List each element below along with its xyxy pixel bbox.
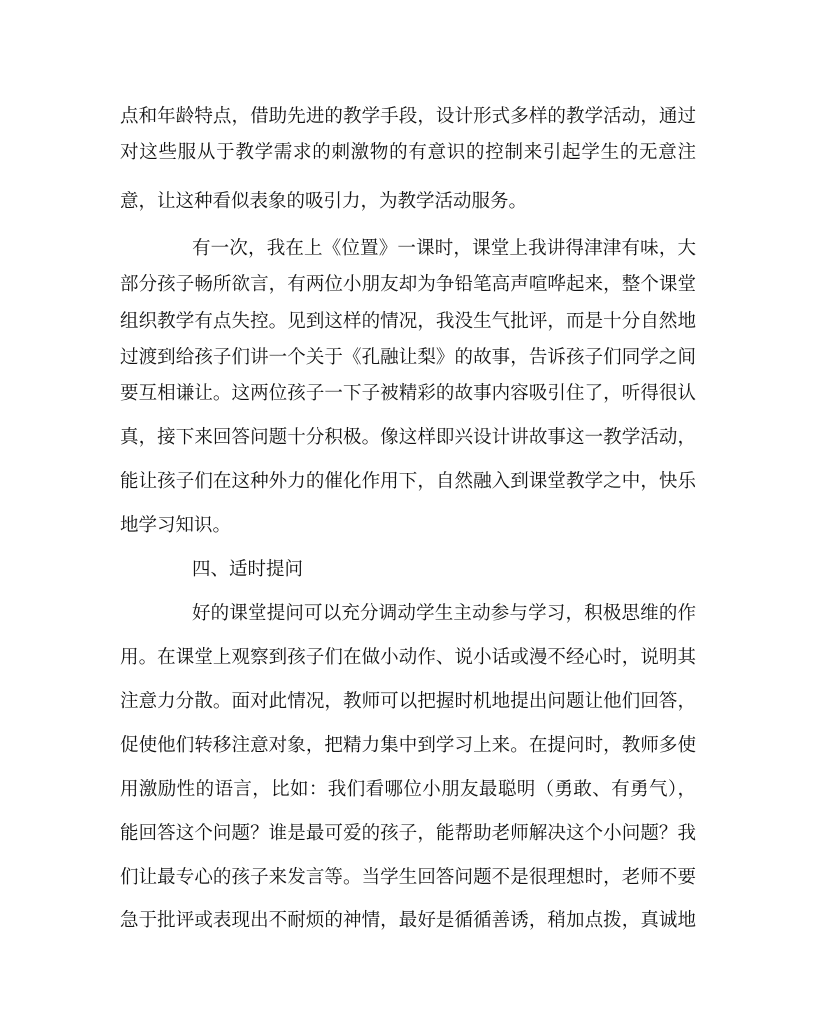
text-line: 能回答这个问题？谁是最可爱的孩子，能帮助老师解决这个小问题？我 bbox=[120, 823, 696, 844]
text-line: 意，让这种看似表象的吸引力，为教学活动服务。 bbox=[120, 191, 528, 212]
text-line: 过渡到给孩子们讲一个关于《孔融让梨》的故事，告诉孩子们同学之间 bbox=[120, 347, 696, 368]
text-line: 地学习知识。 bbox=[120, 515, 232, 536]
text-line: 用。在课堂上观察到孩子们在做小动作、说小话或漫不经心时，说明其 bbox=[120, 647, 696, 668]
text-line: 促使他们转移注意对象，把精力集中到学习上来。在提问时，教师多使 bbox=[120, 735, 696, 756]
text-line: 部分孩子畅所欲言，有两位小朋友却为争铅笔高声喧哗起来，整个课堂 bbox=[120, 274, 696, 295]
paragraph-first-line: 好的课堂提问可以充分调动学生主动参与学习，积极思维的作 bbox=[192, 603, 696, 624]
paragraph-first-line: 有一次，我在上《位置》一课时，课堂上我讲得津津有味，大 bbox=[192, 238, 696, 259]
text-line: 组织教学有点失控。见到这样的情况，我没生气批评，而是十分自然地 bbox=[120, 311, 696, 332]
text-line: 真，接下来回答问题十分积极。像这样即兴设计讲故事这一教学活动， bbox=[120, 427, 696, 448]
text-line: 们让最专心的孩子来发言等。当学生回答问题不是很理想时，老师不要 bbox=[120, 867, 696, 888]
text-line: 对这些服从于教学需求的刺激物的有意识的控制来引起学生的无意注 bbox=[120, 142, 696, 163]
text-line: 能让孩子们在这种外力的催化作用下，自然融入到课堂教学之中，快乐 bbox=[120, 471, 696, 492]
section-heading: 四、适时提问 bbox=[192, 559, 304, 580]
text-line: 要互相谦让。这两位孩子一下子被精彩的故事内容吸引住了，听得很认 bbox=[120, 383, 696, 404]
text-line: 点和年龄特点，借助先进的教学手段，设计形式多样的教学活动，通过 bbox=[120, 106, 696, 127]
text-line: 用激励性的语言，比如：我们看哪位小朋友最聪明（勇敢、有勇气）， bbox=[120, 779, 696, 800]
text-line: 急于批评或表现出不耐烦的神情，最好是循循善诱，稍加点拨，真诚地 bbox=[120, 910, 696, 931]
text-line: 注意力分散。面对此情况，教师可以把握时机地提出问题让他们回答， bbox=[120, 691, 696, 712]
